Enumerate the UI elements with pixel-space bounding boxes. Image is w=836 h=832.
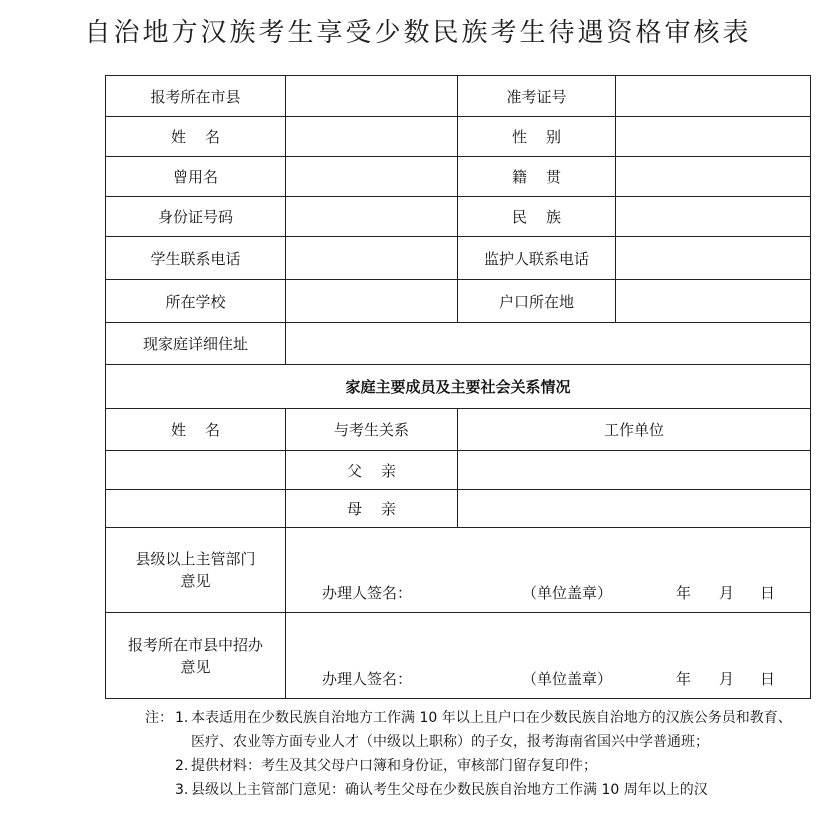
field-school[interactable] [286,280,458,323]
field-guardian-phone[interactable] [616,237,811,280]
row-address [106,323,811,365]
header-work-unit: 工作单位 [458,409,811,451]
note-number: 1. [175,710,189,726]
field-household-location[interactable] [616,280,811,323]
row-school [106,280,811,323]
label-exam-county: 报考所在市县 [106,76,286,117]
field-ethnicity[interactable] [616,197,811,237]
label-mother: 母 亲 [286,490,458,528]
notes-section [145,706,795,802]
note-text: 提供材料：考生及其父母户口簿和身份证，审核部门留存复印件； [191,758,597,774]
field-name[interactable] [286,117,458,157]
row-id-number [106,197,811,237]
seal-label: （单位盖章） [522,584,613,602]
note-item [145,754,795,778]
header-relation: 与考生关系 [286,409,458,451]
label-father: 父 亲 [286,451,458,490]
field-former-name[interactable] [286,157,458,197]
label-admissions-opinion [106,613,286,699]
month-label: 月 [719,584,735,602]
row-family-section [106,365,811,409]
review-form-table [105,75,811,699]
note-number: 3. [175,782,189,798]
label-id-number: 身份证号码 [106,197,286,237]
signer-label: 办理人签名： [322,670,413,688]
label-gender: 性 别 [458,117,616,157]
label-home-address: 现家庭详细住址 [106,323,286,365]
county-opinion-text: 县级以上主管部门意见 [135,550,256,590]
label-guardian-phone: 监护人联系电话 [458,237,616,280]
row-former-name [106,157,811,197]
field-mother-work-unit[interactable] [458,490,811,528]
day-label: 日 [760,584,776,602]
label-ethnicity: 民 族 [458,197,616,237]
label-exam-ticket: 准考证号 [458,76,616,117]
field-exam-ticket[interactable] [616,76,811,117]
field-mother-name[interactable] [106,490,286,528]
note-number: 2. [175,758,189,774]
field-father-name[interactable] [106,451,286,490]
row-name [106,117,811,157]
row-phones [106,237,811,280]
field-native-place[interactable] [616,157,811,197]
field-student-phone[interactable] [286,237,458,280]
note-text: 县级以上主管部门意见：确认考生父母在少数民族自治地方工作满 10 周年以上的汉 [191,782,708,798]
year-label: 年 [676,670,692,688]
label-county-opinion [106,528,286,613]
label-native-place: 籍 贯 [458,157,616,197]
field-father-work-unit[interactable] [458,451,811,490]
row-exam-county [106,76,811,117]
signer-label: 办理人签名： [322,584,413,602]
note-item [145,778,795,802]
year-label: 年 [676,584,692,602]
family-section-title: 家庭主要成员及主要社会关系情况 [106,365,811,409]
row-opinion-county [106,528,811,613]
form-title: 自治地方汉族考生享受少数民族考生待遇资格审核表 [84,18,752,48]
row-mother [106,490,811,528]
row-family-headers [106,409,811,451]
notes-prefix: 注： [145,710,173,726]
label-student-phone: 学生联系电话 [106,237,286,280]
seal-label: （单位盖章） [522,670,613,688]
note-item [145,706,795,754]
admissions-opinion-text: 报考所在市县中招办意见 [127,635,263,676]
label-name: 姓 名 [106,117,286,157]
label-household-location: 户口所在地 [458,280,616,323]
field-id-number[interactable] [286,197,458,237]
field-gender[interactable] [616,117,811,157]
row-father [106,451,811,490]
header-member-name: 姓 名 [106,409,286,451]
field-exam-county[interactable] [286,76,458,117]
month-label: 月 [719,670,735,688]
row-opinion-admissions [106,613,811,699]
day-label: 日 [760,670,776,688]
field-home-address[interactable] [286,323,811,365]
label-school: 所在学校 [106,280,286,323]
note-text: 本表适用在少数民族自治地方工作满 10 年以上且户口在少数民族自治地方的汉族公务员和教育、医疗、农业等方面专业人才（中级以上职称）的子女，报考海南省国兴中学普通班； [191,710,792,750]
label-former-name: 曾用名 [106,157,286,197]
field-admissions-opinion[interactable] [286,613,811,699]
field-county-opinion[interactable] [286,528,811,613]
